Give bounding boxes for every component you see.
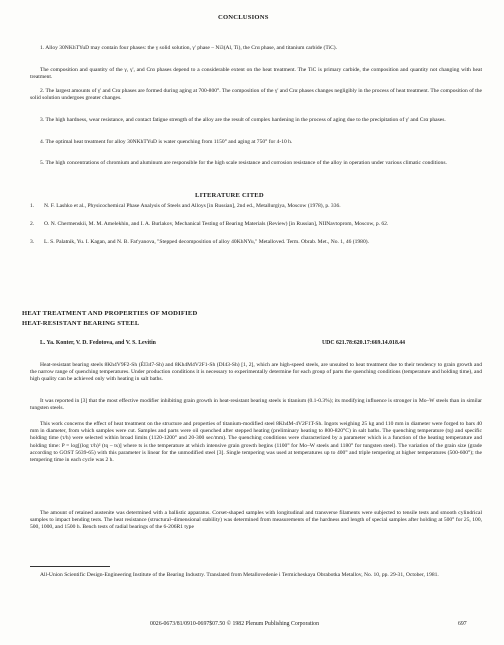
article-paragraph-2: It was reported in [3] that the most effective modifier inhibiting grain growth in heat-resistant bearing steels is titanium (0.1-0.3%); its modifying influence is stronger in Mo–W steels than in similar tungsten steels. [30, 398, 482, 412]
reference-text: L. S. Palatnik, Yu. I. Kagan, and N. B. Fat'yanova, "Stepped decomposition of alloy 40KhNYu," Metalloved. Term. Obrab. Met., No. 1, 46 (1980). [44, 239, 369, 245]
udc-code: UDC 621.78:620.17:669.14.018.44 [322, 340, 406, 346]
conclusion-item-1: 1. Alloy 30NKhTYuD may contain four phases: the γ solid solution, γ' phase – Ni3(Al, Ti), the Crα phase, and titanium carbide (TiC). [40, 45, 338, 51]
reference-number: 1. [30, 203, 35, 209]
reference-number: 2. [30, 221, 35, 227]
conclusion-item-3: 3. The high hardness, wear resistance, and contact fatigue strength of the alloy are the result of complex hardening in the process of aging due to the precipitation of γ' and Crα phases. [40, 117, 446, 123]
reference-text: N. F. Lashko et al., Physicochemical Phase Analysis of Steels and Alloys [in Russian], 2nd ed., Metallurgiya, Moscow (1978), p. 336. [44, 203, 341, 209]
publication-code: 0026-0673/81/0910-0697$07.50 © 1982 Plenum Publishing Corporation [150, 621, 319, 627]
page-number: 697 [458, 621, 467, 627]
article-title-line-2: HEAT-RESISTANT BEARING STEEL [22, 320, 140, 327]
article-paragraph-4: The amount of retained austenite was determined with a ballistic apparatus. Corset-shaped samples with longitudinal and transverse filaments were subjected to tensile tests and smooth cylindrical samples to impact bending tests. The heat resistance (structural–dimensional stability) was determined from measurements of the hardness and length of special samples after holding at 500° for 25, 100, 500, 1000, and 1500 h. Bench tests of radial bearings of the 6-206R1 type [30, 510, 482, 531]
conclusion-item-1b: The composition and quantity of the γ, γ', and Crα phases depend to a considerable extent on the heat treatment. The TiC is primary carbide, the composition and quantity not changing with heat treatment. [30, 67, 482, 81]
article-paragraph-1: Heat-resistant bearing steels 8Kh4V9F2-Sh (ÉI347-Sh) and 8Kh4M4V2F1-Sh (DI43-Sh) [1, 2], which are high-speed steels, are unsuited to heat treatment due to their tendency to grain growth and the narrow range of quenching temperatures. Under production conditions it is necessary to experimentally determine for each group of parts the quenching conditions (temperature and holding time), and high quality can be achieved only with heating in salt baths. [30, 362, 482, 383]
footnote-rule [30, 566, 110, 567]
article-authors: L. Ya. Konter, V. D. Fedotova, and V. S. Levitin [40, 340, 156, 346]
literature-heading: LITERATURE CITED [195, 192, 264, 199]
conclusion-item-5: 5. The high concentrations of chromium and aluminum are responsible for the high scale resistance and corrosion resistance of the alloy in operation under various climatic conditions. [40, 160, 447, 166]
article-title-line-1: HEAT TREATMENT AND PROPERTIES OF MODIFIED [22, 310, 198, 317]
conclusion-item-4: 4. The optimal heat treatment for alloy 30NKhTYuD is water quenching from 1150° and aging at 750° for 4-10 h. [40, 139, 293, 145]
footnote: All-Union Scientific Design-Engineering Institute of the Bearing Industry. Translated from Metallovedenie i Termicheskaya Obrabotka Metallov, No. 10, pp. 29-31, October, 1981. [40, 572, 439, 578]
reference-text: O. N. Chermenskii, M. M. Amelekhin, and I. A. Burlakov, Mechanical Testing of Bearing Materials (Review) [in Russian], NIINavtoprom, Moscow, p. 62. [44, 221, 389, 227]
article-paragraph-3: This work concerns the effect of heat treatment on the structure and properties of titanium-modified steel 8Kh4M-4V2F1T-Sh. Ingots weighing 25 kg and 110 mm in diameter were forged to bars 40 mm in diameter, from which samples were cut. Samples and parts were oil quenched after stepped heating (preliminary heating to 800-820°C) in salt baths. The quenching temperature (tq) and specific holding time (τ/h) were selected within broad limits (1120-1200° and 20-300 sec/mm). The quenching conditions were characterized by a parameter which is a function of the heating temperature and holding time: P = log[(log τ/h)² (tq – ts)] where ts is the temperature at which intensive grain growth begins (1100° for Mo–W steels and 1180° for tungsten steel). The variation of the grain size (grade according to GOST 5639-65) with this parameter is linear for the unmodified steel [3]. Single tempering was used at temperatures up to 400° and triple tempering at higher temperatures (500-600°); the tempering time in each cycle was 2 h. [30, 421, 482, 464]
reference-number: 3. [30, 239, 35, 245]
conclusions-heading: CONCLUSIONS [218, 14, 269, 21]
conclusion-item-2: 2. The largest amounts of γ' and Crα phases are formed during aging at 700-800°. The composition of the γ' and Crα phases changes negligibly in the process of heat treatment. The composition of the solid solution undergoes greater changes. [30, 88, 482, 102]
